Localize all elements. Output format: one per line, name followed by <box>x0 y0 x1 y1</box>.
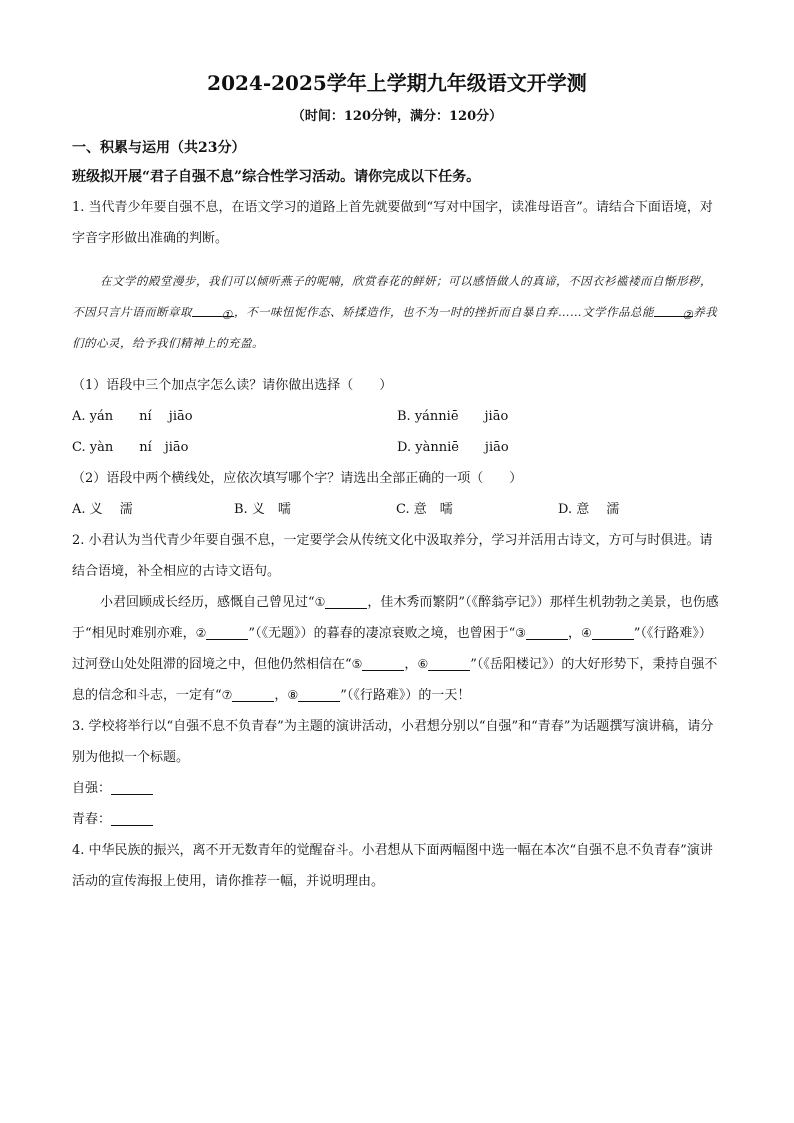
marker-4: ④ <box>581 626 592 640</box>
answer-label: 自强： <box>72 781 112 796</box>
fill-blank-5[interactable] <box>362 654 404 671</box>
marker-6: ⑥ <box>417 657 429 671</box>
body-text: ， <box>274 688 288 703</box>
question-1-sub-2: （2）语段中两个横线处，应依次填写哪个字？请选出全部正确的一项（ ） <box>72 471 523 486</box>
fill-blank-6[interactable] <box>428 654 470 671</box>
sub-2-options <box>72 494 722 525</box>
fill-blank-3[interactable] <box>526 623 568 640</box>
passage-part-c: 养我们的心灵，给予我们精神上的充盈。 <box>72 304 718 350</box>
marker-8: ⑧ <box>287 688 299 702</box>
answer-blank-qingchun[interactable] <box>111 809 153 826</box>
option-a[interactable]: A. 义 濡 <box>72 502 133 517</box>
question-2-body <box>72 587 722 711</box>
option-b[interactable]: B. yánniē jiāo <box>397 409 509 424</box>
body-text: ”（《无题》）的暮春的凄凉衰败之境，也曾困于“ <box>248 626 516 641</box>
body-text: ，佳木秀而繁阴”（《醉翁亭记》）那样生机勃勃之美景，也伤感于“相见时难别亦难， <box>72 595 719 641</box>
page-title: 2024-2025学年上学期九年级语文开学测 <box>207 71 587 95</box>
question-1-passage <box>72 266 722 359</box>
answer-line-ziqiang <box>72 773 722 804</box>
option-c[interactable]: C. 意 嚅 <box>396 502 453 517</box>
answer-line-qingchun <box>72 804 722 835</box>
option-d[interactable]: D. yànniē jiāo <box>397 440 509 455</box>
option-b[interactable]: B. 义 嚅 <box>234 502 291 517</box>
marker-5: ⑤ <box>351 657 363 671</box>
question-3-stem: 3. 学校将举行以“自强不息不负青春”为主题的演讲活动，小君想分别以“自强”和“青春”为话题撰写演讲稿，请分别为他拟一个标题。 <box>72 719 714 765</box>
fill-blank-4[interactable] <box>592 623 634 640</box>
blank-2-marker: ② <box>682 307 694 322</box>
option-a[interactable]: A. yán ní jiāo <box>72 409 193 424</box>
body-text: ”（《行路难》）过河登山处处阻滞的囧境之中，但他仍然相信在“ <box>72 626 712 672</box>
fill-blank-2[interactable] <box>206 623 248 640</box>
passage-part-b: ，不一味忸怩作态、矫揉造作，也不为一时的挫折而自暴自弃……文学作品总能 <box>234 304 654 319</box>
fill-blank-1[interactable] <box>325 592 367 609</box>
option-d[interactable]: D. 意 濡 <box>558 502 620 517</box>
marker-2: ② <box>195 626 207 640</box>
body-text: ， <box>404 657 418 672</box>
question-4-stem: 4. 中华民族的振兴，离不开无数青年的觉醒奋斗。小君想从下面两幅图中选一幅在本次“自强不息不负青春”演讲活动的宣传海报上使用，请你推荐一幅，并说明理由。 <box>72 843 713 889</box>
question-1-stem: 1. 当代青少年要自强不息，在语文学习的道路上首先就要做到“写对中国字，读准母语音”。请结合下面语境，对字音字形做出准确的判断。 <box>72 200 713 246</box>
question-1-sub-1: （1）语段中三个加点字怎么读？请你做出选择（ ） <box>72 378 393 393</box>
passage-part-a: 在文学的殿堂漫步，我们可以倾听燕子的呢喃，欣赏春花的鲜妍；可以感悟做人的真谛，不因衣衫褴褛而自惭形秽，不因只言片语而断章取 <box>72 273 712 319</box>
section-heading: 一、积累与运用（共23分） <box>72 140 246 156</box>
marker-3: ③ <box>515 626 526 640</box>
body-text: ”（《行路难》）的一天！ <box>340 688 471 703</box>
passage-blank-2 <box>654 300 694 322</box>
option-c[interactable]: C. yàn ní jiāo <box>72 440 189 455</box>
fill-blank-7[interactable] <box>232 685 274 702</box>
answer-label: 青春： <box>72 812 112 827</box>
blank-1-marker: ① <box>221 307 233 322</box>
body-text: ”（《岳阳楼记》）的大好形势下，秉持自强不息的信念和斗志，一定有“ <box>72 657 718 703</box>
marker-1: ① <box>314 595 326 609</box>
answer-blank-ziqiang[interactable] <box>111 778 153 795</box>
task-intro: 班级拟开展“君子自强不息”综合性学习活动。请你完成以下任务。 <box>72 169 481 185</box>
passage-blank-1 <box>192 300 234 322</box>
marker-7: ⑦ <box>221 688 233 702</box>
exam-info: （时间：120分钟，满分：120分） <box>291 109 503 124</box>
body-text: ， <box>567 626 581 641</box>
sub-1-options-row-2 <box>72 432 722 463</box>
sub-1-options-row-1 <box>72 401 722 432</box>
fill-blank-8[interactable] <box>298 685 340 702</box>
body-text: 小君回顾成长经历，感慨自己曾见过“ <box>100 595 315 610</box>
exam-page <box>72 68 722 897</box>
question-2-stem: 2. 小君认为当代青少年要自强不息，一定要学会从传统文化中汲取养分，学习并活用古诗文，方可与时俱进。请结合语境，补全相应的古诗文语句。 <box>72 533 713 579</box>
